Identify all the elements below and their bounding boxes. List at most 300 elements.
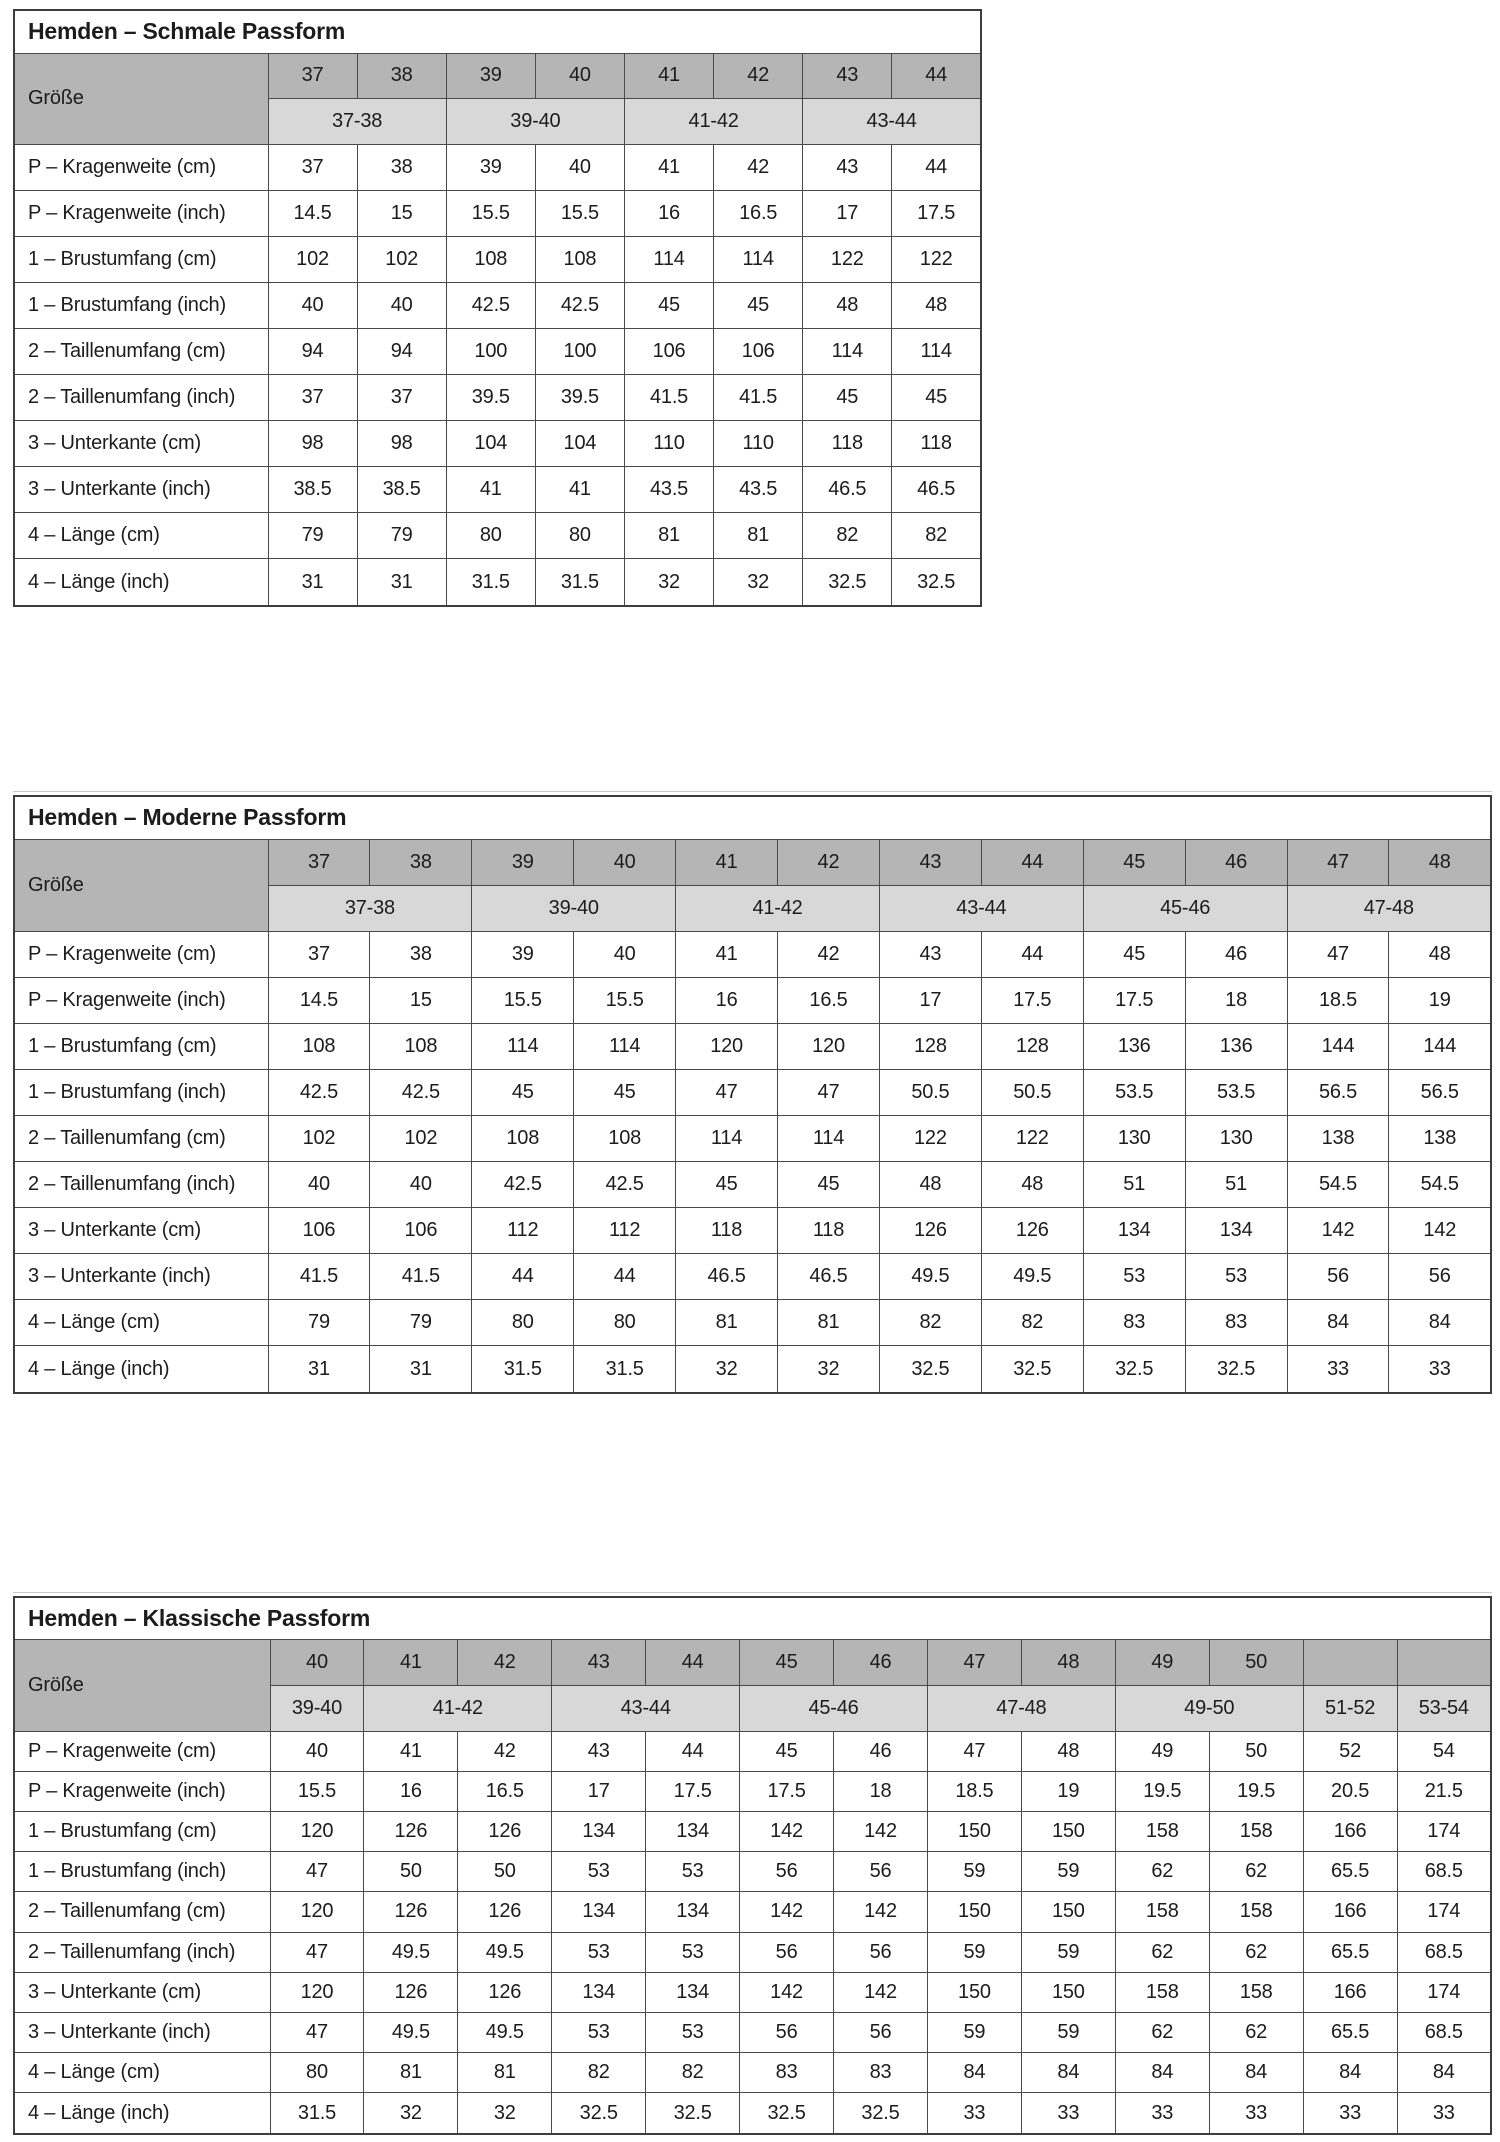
value-cell: 59 (1021, 1932, 1115, 1972)
size-group-cell: 43-44 (879, 885, 1083, 931)
value-cell: 174 (1397, 1811, 1491, 1851)
size-cell: 44 (892, 53, 981, 98)
value-cell: 48 (803, 282, 892, 328)
value-cell: 108 (370, 1023, 472, 1069)
value-cell: 46 (1185, 931, 1287, 977)
value-cell: 122 (879, 1115, 981, 1161)
value-cell: 45 (472, 1069, 574, 1115)
row-label: 2 – Taillenumfang (inch) (14, 1161, 268, 1207)
value-cell: 31.5 (472, 1346, 574, 1393)
value-cell: 79 (268, 1300, 370, 1346)
value-cell: 81 (714, 513, 803, 559)
value-cell: 43 (552, 1731, 646, 1771)
value-cell: 50.5 (981, 1069, 1083, 1115)
value-cell: 114 (574, 1023, 676, 1069)
value-cell: 120 (270, 1972, 364, 2012)
value-cell: 62 (1115, 1852, 1209, 1892)
value-cell: 79 (370, 1300, 472, 1346)
value-cell: 41 (625, 144, 714, 190)
value-cell: 47 (270, 1932, 364, 1972)
value-cell: 82 (803, 513, 892, 559)
value-cell: 134 (1083, 1208, 1185, 1254)
value-cell: 42.5 (535, 282, 624, 328)
value-cell: 83 (834, 2053, 928, 2093)
value-cell: 32.5 (646, 2093, 740, 2134)
value-cell: 45 (740, 1731, 834, 1771)
value-cell: 33 (1021, 2093, 1115, 2134)
value-cell: 142 (740, 1972, 834, 2012)
value-cell: 32.5 (803, 559, 892, 606)
value-cell: 94 (357, 328, 446, 374)
value-cell: 136 (1083, 1023, 1185, 1069)
value-cell: 38.5 (268, 467, 357, 513)
value-cell: 41 (364, 1731, 458, 1771)
value-cell: 79 (357, 513, 446, 559)
value-cell: 130 (1185, 1115, 1287, 1161)
size-cell: 45 (1083, 839, 1185, 885)
size-cell: 39 (446, 53, 535, 98)
value-cell: 41 (676, 931, 778, 977)
value-cell: 100 (535, 328, 624, 374)
value-cell: 39 (472, 931, 574, 977)
value-cell: 114 (625, 236, 714, 282)
value-cell: 48 (1389, 931, 1491, 977)
size-table (13, 1596, 1492, 2135)
value-cell: 82 (552, 2053, 646, 2093)
row-label: 4 – Länge (inch) (14, 1346, 268, 1393)
size-group-cell: 47-48 (1287, 885, 1491, 931)
size-cell: 48 (1021, 1639, 1115, 1685)
value-cell: 46.5 (778, 1254, 880, 1300)
value-cell: 114 (778, 1115, 880, 1161)
value-cell: 33 (1389, 1346, 1491, 1393)
value-cell: 54.5 (1287, 1161, 1389, 1207)
table-title: Hemden – Klassische Passform (14, 1597, 1491, 1639)
size-group-cell: 37-38 (268, 885, 472, 931)
value-cell: 134 (1185, 1208, 1287, 1254)
value-cell: 120 (270, 1892, 364, 1932)
value-cell: 80 (574, 1300, 676, 1346)
value-cell: 45 (676, 1161, 778, 1207)
value-cell: 82 (879, 1300, 981, 1346)
value-cell: 32.5 (981, 1346, 1083, 1393)
value-cell: 112 (472, 1208, 574, 1254)
value-cell: 15.5 (270, 1771, 364, 1811)
value-cell: 41.5 (268, 1254, 370, 1300)
value-cell: 83 (1185, 1300, 1287, 1346)
value-cell: 41.5 (714, 374, 803, 420)
value-cell: 59 (1021, 2012, 1115, 2052)
value-cell: 17 (552, 1771, 646, 1811)
value-cell: 68.5 (1397, 1932, 1491, 1972)
value-cell: 38 (357, 144, 446, 190)
value-cell: 49.5 (458, 2012, 552, 2052)
size-group-cell: 37-38 (268, 98, 446, 144)
value-cell: 37 (268, 931, 370, 977)
value-cell: 43 (803, 144, 892, 190)
value-cell: 106 (714, 328, 803, 374)
value-cell: 18 (1185, 977, 1287, 1023)
value-cell: 144 (1389, 1023, 1491, 1069)
value-cell: 150 (927, 1811, 1021, 1851)
value-cell: 31 (268, 1346, 370, 1393)
value-cell: 43.5 (714, 467, 803, 513)
value-cell: 102 (268, 236, 357, 282)
value-cell: 31 (357, 559, 446, 606)
value-cell: 49.5 (458, 1932, 552, 1972)
value-cell: 19.5 (1115, 1771, 1209, 1811)
value-cell: 110 (714, 421, 803, 467)
row-label: 3 – Unterkante (cm) (14, 1208, 268, 1254)
value-cell: 52 (1303, 1731, 1397, 1771)
value-cell: 128 (981, 1023, 1083, 1069)
value-cell: 15.5 (472, 977, 574, 1023)
row-label: P – Kragenweite (cm) (14, 1731, 270, 1771)
size-cell: 43 (552, 1639, 646, 1685)
size-cell: 45 (740, 1639, 834, 1685)
value-cell: 17.5 (740, 1771, 834, 1811)
value-cell: 20.5 (1303, 1771, 1397, 1811)
value-cell: 122 (803, 236, 892, 282)
value-cell: 44 (472, 1254, 574, 1300)
value-cell: 108 (574, 1115, 676, 1161)
value-cell: 174 (1397, 1972, 1491, 2012)
row-label: 3 – Unterkante (cm) (14, 1972, 270, 2012)
size-group-cell: 41-42 (625, 98, 803, 144)
value-cell: 126 (364, 1892, 458, 1932)
value-cell: 126 (879, 1208, 981, 1254)
size-cell: 41 (625, 53, 714, 98)
value-cell: 80 (472, 1300, 574, 1346)
value-cell: 150 (1021, 1811, 1115, 1851)
size-cell: 40 (270, 1639, 364, 1685)
value-cell: 130 (1083, 1115, 1185, 1161)
value-cell: 53 (1185, 1254, 1287, 1300)
value-cell: 59 (1021, 1852, 1115, 1892)
value-cell: 114 (472, 1023, 574, 1069)
value-cell: 53.5 (1083, 1069, 1185, 1115)
value-cell: 56 (834, 2012, 928, 2052)
value-cell: 142 (740, 1892, 834, 1932)
value-cell: 17.5 (1083, 977, 1185, 1023)
value-cell: 158 (1115, 1811, 1209, 1851)
value-cell: 46.5 (803, 467, 892, 513)
value-cell: 108 (472, 1115, 574, 1161)
value-cell: 45 (625, 282, 714, 328)
size-group-cell: 39-40 (446, 98, 624, 144)
value-cell: 16 (625, 190, 714, 236)
value-cell: 104 (446, 421, 535, 467)
row-label: P – Kragenweite (cm) (14, 931, 268, 977)
value-cell: 42.5 (574, 1161, 676, 1207)
size-cell (1303, 1639, 1397, 1685)
size-group-cell: 47-48 (927, 1685, 1115, 1731)
value-cell: 40 (268, 282, 357, 328)
value-cell: 44 (646, 1731, 740, 1771)
separator-line (13, 1592, 1492, 1593)
value-cell: 45 (803, 374, 892, 420)
value-cell: 44 (574, 1254, 676, 1300)
value-cell: 56.5 (1389, 1069, 1491, 1115)
value-cell: 14.5 (268, 977, 370, 1023)
value-cell: 51 (1185, 1161, 1287, 1207)
value-cell: 19 (1021, 1771, 1115, 1811)
value-cell: 158 (1209, 1892, 1303, 1932)
row-label: 4 – Länge (cm) (14, 2053, 270, 2093)
value-cell: 17 (879, 977, 981, 1023)
value-cell: 56.5 (1287, 1069, 1389, 1115)
value-cell: 43 (879, 931, 981, 977)
value-cell: 94 (268, 328, 357, 374)
size-table (13, 795, 1492, 1394)
value-cell: 110 (625, 421, 714, 467)
value-cell: 50 (364, 1852, 458, 1892)
value-cell: 31.5 (535, 559, 624, 606)
size-cell: 50 (1209, 1639, 1303, 1685)
value-cell: 53 (552, 1852, 646, 1892)
row-label: 1 – Brustumfang (cm) (14, 1811, 270, 1851)
table-title: Hemden – Moderne Passform (14, 796, 1491, 839)
value-cell: 40 (574, 931, 676, 977)
value-cell: 40 (270, 1731, 364, 1771)
value-cell: 42 (458, 1731, 552, 1771)
row-label: 2 – Taillenumfang (cm) (14, 1892, 270, 1932)
size-group-cell: 39-40 (472, 885, 676, 931)
value-cell: 83 (740, 2053, 834, 2093)
value-cell: 45 (892, 374, 981, 420)
value-cell: 33 (1115, 2093, 1209, 2134)
value-cell: 45 (574, 1069, 676, 1115)
value-cell: 32.5 (879, 1346, 981, 1393)
row-label: 4 – Länge (cm) (14, 513, 268, 559)
value-cell: 65.5 (1303, 1852, 1397, 1892)
separator-line (13, 791, 1492, 792)
value-cell: 53 (552, 1932, 646, 1972)
value-cell: 62 (1209, 1852, 1303, 1892)
value-cell: 62 (1209, 1932, 1303, 1972)
value-cell: 54.5 (1389, 1161, 1491, 1207)
size-cell: 44 (981, 839, 1083, 885)
row-label: 4 – Länge (inch) (14, 2093, 270, 2134)
size-cell: 47 (927, 1639, 1021, 1685)
value-cell: 49.5 (364, 1932, 458, 1972)
value-cell: 56 (1287, 1254, 1389, 1300)
size-cell: 48 (1389, 839, 1491, 885)
size-cell: 39 (472, 839, 574, 885)
value-cell: 47 (676, 1069, 778, 1115)
value-cell: 79 (268, 513, 357, 559)
value-cell: 134 (646, 1892, 740, 1932)
value-cell: 31 (370, 1346, 472, 1393)
value-cell: 144 (1287, 1023, 1389, 1069)
value-cell: 32.5 (892, 559, 981, 606)
value-cell: 81 (625, 513, 714, 559)
value-cell: 142 (1389, 1208, 1491, 1254)
value-cell: 19 (1389, 977, 1491, 1023)
value-cell: 142 (1287, 1208, 1389, 1254)
value-cell: 126 (458, 1811, 552, 1851)
value-cell: 16.5 (458, 1771, 552, 1811)
value-cell: 56 (740, 1932, 834, 1972)
value-cell: 142 (834, 1972, 928, 2012)
size-table-schmale-passform (13, 9, 982, 607)
value-cell: 16.5 (778, 977, 880, 1023)
value-cell: 59 (927, 2012, 1021, 2052)
value-cell: 15.5 (446, 190, 535, 236)
value-cell: 118 (803, 421, 892, 467)
value-cell: 126 (981, 1208, 1083, 1254)
value-cell: 54 (1397, 1731, 1491, 1771)
value-cell: 40 (370, 1161, 472, 1207)
value-cell: 81 (778, 1300, 880, 1346)
value-cell: 49.5 (981, 1254, 1083, 1300)
row-label: 1 – Brustumfang (inch) (14, 1069, 268, 1115)
value-cell: 17 (803, 190, 892, 236)
value-cell: 114 (714, 236, 803, 282)
value-cell: 38.5 (357, 467, 446, 513)
value-cell: 38 (370, 931, 472, 977)
value-cell: 41 (446, 467, 535, 513)
size-cell: 38 (370, 839, 472, 885)
value-cell: 42.5 (472, 1161, 574, 1207)
value-cell: 31.5 (270, 2093, 364, 2134)
value-cell: 53 (1083, 1254, 1185, 1300)
value-cell: 49 (1115, 1731, 1209, 1771)
value-cell: 32.5 (552, 2093, 646, 2134)
value-cell: 37 (357, 374, 446, 420)
row-label: P – Kragenweite (inch) (14, 977, 268, 1023)
row-label: 4 – Länge (inch) (14, 559, 268, 606)
value-cell: 142 (740, 1811, 834, 1851)
row-label: 2 – Taillenumfang (inch) (14, 374, 268, 420)
value-cell: 45 (1083, 931, 1185, 977)
value-cell: 31 (268, 559, 357, 606)
value-cell: 33 (927, 2093, 1021, 2134)
row-label: 3 – Unterkante (inch) (14, 467, 268, 513)
value-cell: 84 (1287, 1300, 1389, 1346)
value-cell: 122 (981, 1115, 1083, 1161)
value-cell: 18.5 (1287, 977, 1389, 1023)
value-cell: 68.5 (1397, 2012, 1491, 2052)
value-cell: 142 (834, 1811, 928, 1851)
row-label: 2 – Taillenumfang (inch) (14, 1932, 270, 1972)
row-label: P – Kragenweite (cm) (14, 144, 268, 190)
size-group-cell: 43-44 (552, 1685, 740, 1731)
value-cell: 81 (364, 2053, 458, 2093)
value-cell: 16 (364, 1771, 458, 1811)
value-cell: 32 (714, 559, 803, 606)
size-cell: 42 (714, 53, 803, 98)
table-title: Hemden – Schmale Passform (14, 10, 981, 53)
value-cell: 31.5 (446, 559, 535, 606)
value-cell: 48 (1021, 1731, 1115, 1771)
size-cell: 42 (458, 1639, 552, 1685)
value-cell: 32.5 (834, 2093, 928, 2134)
value-cell: 120 (270, 1811, 364, 1851)
value-cell: 81 (676, 1300, 778, 1346)
value-cell: 50 (1209, 1731, 1303, 1771)
value-cell: 98 (357, 421, 446, 467)
value-cell: 68.5 (1397, 1852, 1491, 1892)
row-label: 1 – Brustumfang (inch) (14, 282, 268, 328)
value-cell: 33 (1397, 2093, 1491, 2134)
value-cell: 42 (778, 931, 880, 977)
row-label: 2 – Taillenumfang (cm) (14, 328, 268, 374)
value-cell: 15 (370, 977, 472, 1023)
value-cell: 80 (446, 513, 535, 559)
value-cell: 166 (1303, 1892, 1397, 1932)
value-cell: 17.5 (981, 977, 1083, 1023)
value-cell: 62 (1115, 1932, 1209, 1972)
value-cell: 47 (778, 1069, 880, 1115)
row-label: 3 – Unterkante (inch) (14, 1254, 268, 1300)
size-cell: 42 (778, 839, 880, 885)
value-cell: 32.5 (1185, 1346, 1287, 1393)
value-cell: 108 (268, 1023, 370, 1069)
value-cell: 112 (574, 1208, 676, 1254)
size-group-cell: 41-42 (676, 885, 880, 931)
size-cell: 37 (268, 839, 370, 885)
size-group-cell: 41-42 (364, 1685, 552, 1731)
size-cell: 47 (1287, 839, 1389, 885)
value-cell: 40 (535, 144, 624, 190)
size-cell: 41 (364, 1639, 458, 1685)
value-cell: 150 (927, 1972, 1021, 2012)
row-label: 1 – Brustumfang (cm) (14, 1023, 268, 1069)
value-cell: 41.5 (370, 1254, 472, 1300)
value-cell: 128 (879, 1023, 981, 1069)
value-cell: 59 (927, 1852, 1021, 1892)
value-cell: 46.5 (676, 1254, 778, 1300)
row-label: 3 – Unterkante (cm) (14, 421, 268, 467)
size-group-cell: 43-44 (803, 98, 981, 144)
value-cell: 80 (270, 2053, 364, 2093)
value-cell: 120 (778, 1023, 880, 1069)
corner-label: Größe (14, 53, 268, 144)
value-cell: 32.5 (740, 2093, 834, 2134)
value-cell: 33 (1303, 2093, 1397, 2134)
value-cell: 15 (357, 190, 446, 236)
corner-label: Größe (14, 839, 268, 931)
value-cell: 84 (927, 2053, 1021, 2093)
size-cell: 40 (574, 839, 676, 885)
size-group-cell: 49-50 (1115, 1685, 1303, 1731)
size-cell: 49 (1115, 1639, 1209, 1685)
value-cell: 150 (1021, 1892, 1115, 1932)
value-cell: 17.5 (892, 190, 981, 236)
size-cell: 46 (1185, 839, 1287, 885)
value-cell: 48 (879, 1161, 981, 1207)
value-cell: 39.5 (535, 374, 624, 420)
value-cell: 158 (1115, 1892, 1209, 1932)
value-cell: 16.5 (714, 190, 803, 236)
value-cell: 81 (458, 2053, 552, 2093)
value-cell: 18.5 (927, 1771, 1021, 1811)
row-label: P – Kragenweite (inch) (14, 190, 268, 236)
value-cell: 31.5 (574, 1346, 676, 1393)
value-cell: 114 (892, 328, 981, 374)
value-cell: 82 (981, 1300, 1083, 1346)
value-cell: 120 (676, 1023, 778, 1069)
value-cell: 19.5 (1209, 1771, 1303, 1811)
value-cell: 42.5 (446, 282, 535, 328)
row-label: 3 – Unterkante (inch) (14, 2012, 270, 2052)
size-cell: 41 (676, 839, 778, 885)
value-cell: 47 (270, 1852, 364, 1892)
size-group-cell: 39-40 (270, 1685, 364, 1731)
value-cell: 17.5 (646, 1771, 740, 1811)
value-cell: 126 (364, 1811, 458, 1851)
